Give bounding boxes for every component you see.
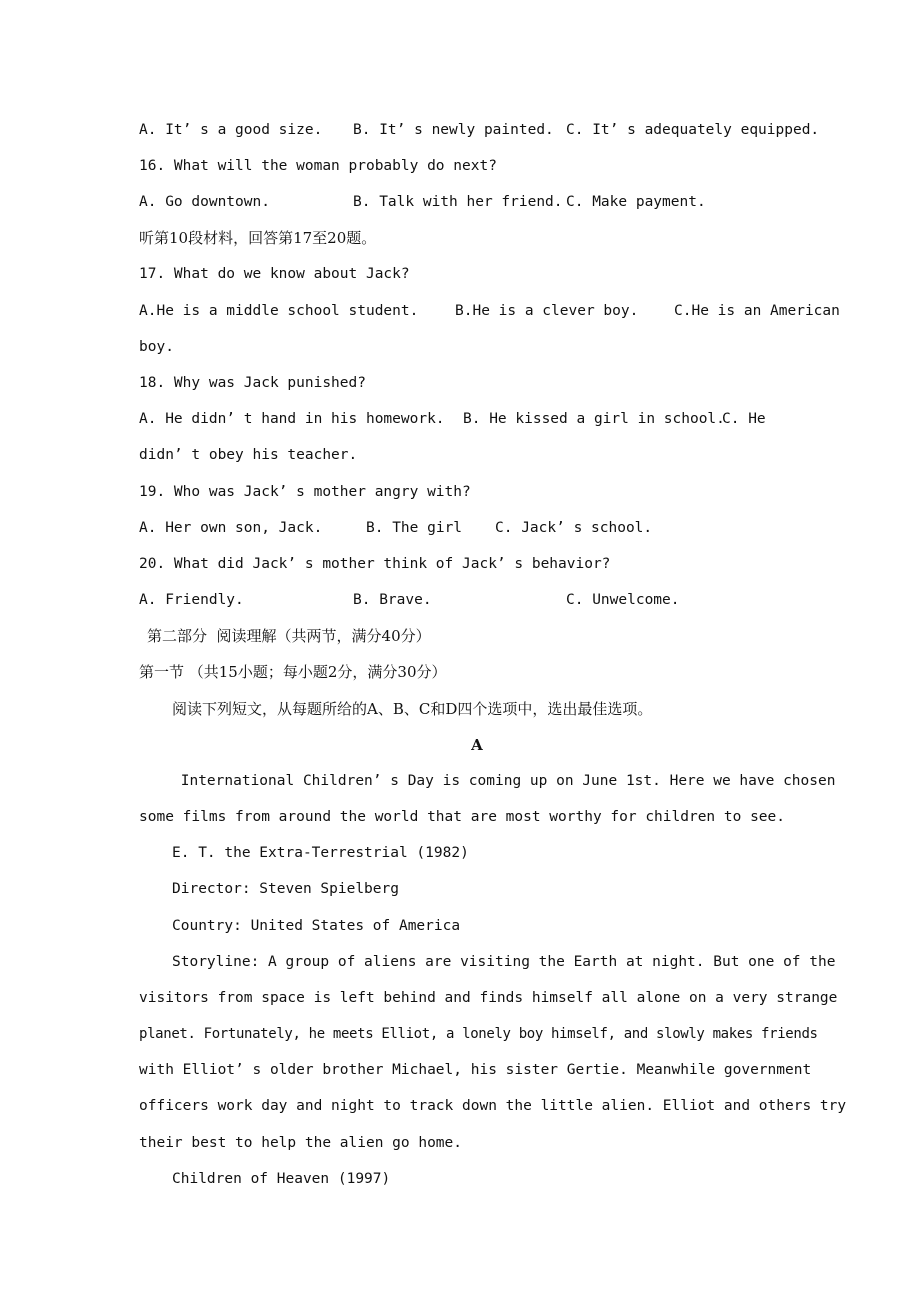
part2-heading: 第二部分 阅读理解（共两节，满分40分） [147,627,431,645]
q15-option-c: C. It’ s adequately equipped. [566,122,820,138]
section1-heading: 第一节 （共15小题；每小题2分，满分30分） [139,663,447,681]
q18-option-a: A. He didn’ t hand in his homework. [139,411,445,427]
film1-storyline-line3: planet. Fortunately, he meets Elliot, a lonely boy himself, and slowly makes friends [139,1026,818,1042]
film1-director: Director: Steven Spielberg [172,881,399,897]
q16-option-b: B. Talk with her friend. [353,194,563,210]
q19-question: 19. Who was Jack’ s mother angry with? [139,484,471,500]
q17-option-b: B.He is a clever boy. [455,303,639,319]
q20-question: 20. What did Jack’ s mother think of Jack’ s behavior? [139,556,611,572]
q18-option-c-cont: didn’ t obey his teacher. [139,447,358,463]
q18-option-b: B. He kissed a girl in school. [463,411,725,427]
q18-option-c: C. He [722,411,766,427]
q20-option-a: A. Friendly. [139,592,244,608]
q16-option-c: C. Make payment. [566,194,706,210]
film1-storyline-line4: with Elliot’ s older brother Michael, his sister Gertie. Meanwhile government [139,1062,812,1078]
q17-question: 17. What do we know about Jack? [139,266,410,282]
q17-option-c: C.He is an American [674,303,840,319]
passage-intro-line2: some films from around the world that are most worthy for children to see. [139,809,786,825]
q17-option-c-cont: boy. [139,339,174,355]
q16-question: 16. What will the woman probably do next? [139,158,497,174]
reading-instruction: 阅读下列短文，从每题所给的A、B、C和D四个选项中，选出最佳选项。 [172,700,653,718]
section10-instruction: 听第10段材料，回答第17至20题。 [139,229,377,247]
q20-option-c: C. Unwelcome. [566,592,680,608]
film1-storyline-line5: officers work day and night to track down the little alien. Elliot and others try [139,1098,847,1114]
film1-title: E. T. the Extra-Terrestrial (1982) [172,845,469,861]
q19-option-a: A. Her own son, Jack. [139,520,323,536]
q15-option-b: B. It’ s newly painted. [353,122,554,138]
q17-option-a: A.He is a middle school student. [139,303,419,319]
film1-storyline-line6: their best to help the alien go home. [139,1135,463,1151]
passage-intro-line1: International Children’ s Day is coming up on June 1st. Here we have chosen [172,773,836,789]
q20-option-b: B. Brave. [353,592,432,608]
film1-storyline-line1: Storyline: A group of aliens are visiting the Earth at night. But one of the [172,954,836,970]
q19-option-b: B. The girl [366,520,463,536]
film1-country: Country: United States of America [172,918,461,934]
passage-label: A [471,736,483,754]
q19-option-c: C. Jack’ s school. [495,520,653,536]
film2-title: Children of Heaven (1997) [172,1171,391,1187]
q15-option-a: A. It’ s a good size. [139,122,323,138]
q16-option-a: A. Go downtown. [139,194,270,210]
film1-storyline-line2: visitors from space is left behind and finds himself all alone on a very strange [139,990,838,1006]
q18-question: 18. Why was Jack punished? [139,375,366,391]
